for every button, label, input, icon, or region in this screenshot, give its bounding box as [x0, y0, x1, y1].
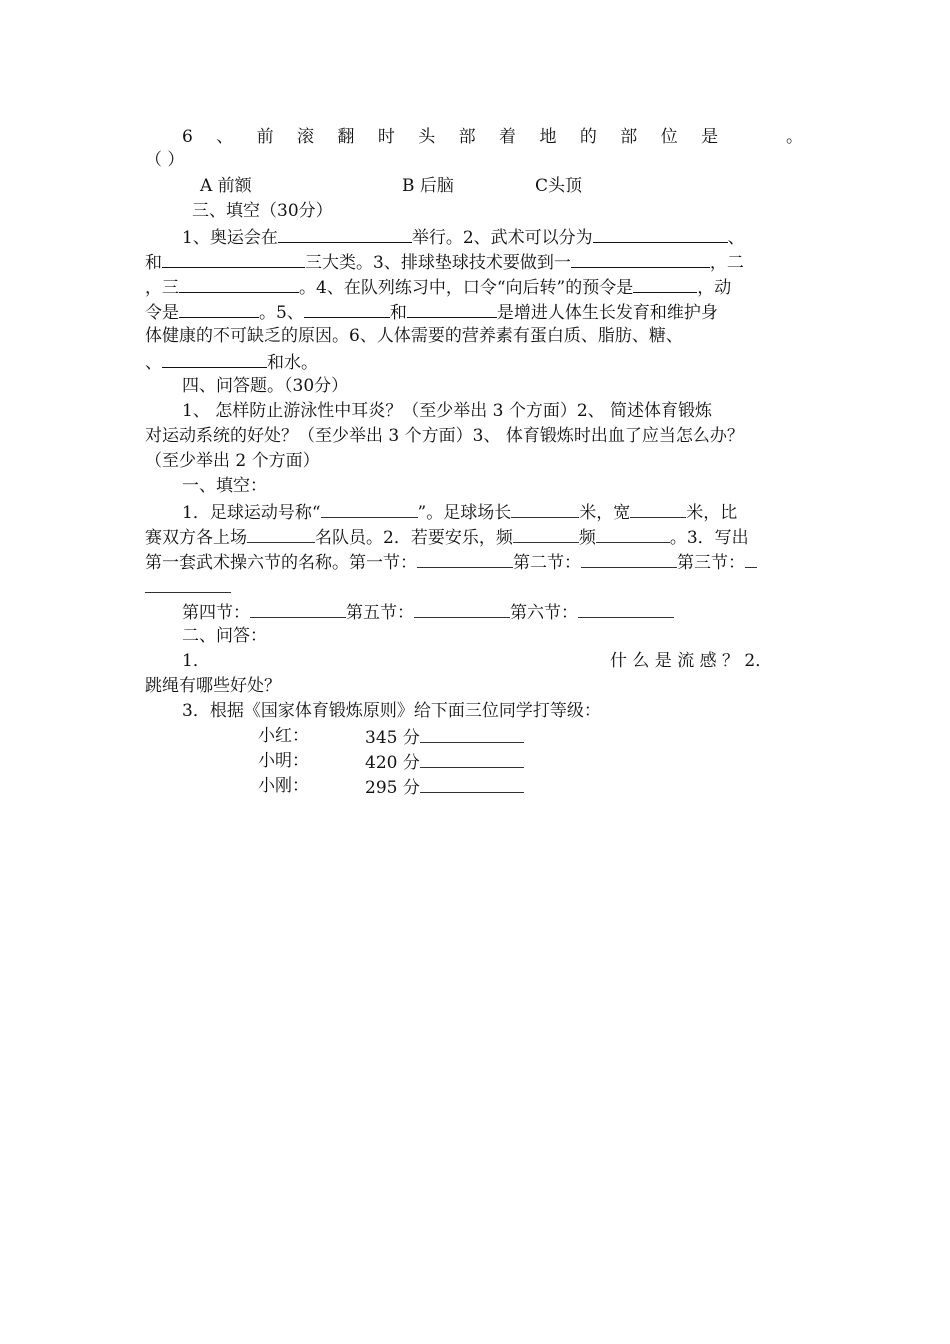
- student-score-value: 420 分: [365, 753, 420, 773]
- blank-football-name[interactable]: [321, 499, 418, 518]
- blank-section-3-start[interactable]: [745, 549, 757, 568]
- s3-l1c: 、: [727, 228, 745, 248]
- s3-l2a: 和: [145, 253, 162, 273]
- s3-l3c: ，动: [697, 278, 732, 298]
- blank-health-2[interactable]: [407, 299, 497, 318]
- part2-line1b: 什 么 是 流 感 ？ 2．: [610, 651, 773, 671]
- section4-line3: （至少举出 2 个方面）: [145, 451, 320, 471]
- blank-grade[interactable]: [420, 724, 524, 743]
- section4-line1: 1、 怎样防止游泳性中耳炎？（至少举出 3 个方面）2、 简述体育锻炼: [182, 401, 713, 421]
- p1-l4c: 第六节：: [510, 603, 578, 623]
- part1-title: 一、填空：: [182, 476, 267, 496]
- blank-section-6[interactable]: [578, 599, 674, 618]
- part1-line3: [145, 549, 810, 576]
- s3-l6b: 和水。: [267, 353, 318, 373]
- student-score: [365, 749, 524, 776]
- s3-l4d: 是增进人体生长发育和维护身: [496, 303, 718, 323]
- q6-line: [182, 125, 847, 150]
- p1-l1a: 1．足球运动号称“: [182, 503, 321, 523]
- part2-line1a: 1．: [182, 651, 210, 671]
- blank-health-1[interactable]: [304, 299, 390, 318]
- q6-end: 。: [786, 127, 803, 147]
- student-score-value: 295 分: [365, 778, 420, 798]
- p1-l4b: 第五节：: [346, 603, 414, 623]
- blank-players[interactable]: [247, 524, 315, 543]
- part1-line4: [182, 599, 847, 626]
- section3-line1: [182, 224, 847, 251]
- blank-section-5[interactable]: [414, 599, 510, 618]
- blank-wushu-1[interactable]: [593, 224, 728, 243]
- student-score: [365, 724, 524, 751]
- student-score: [365, 774, 524, 801]
- p1-l1d: 米，比: [686, 503, 738, 523]
- student-score-value: 345 分: [365, 728, 420, 748]
- part1-line2: [145, 524, 810, 551]
- blank-nutrient[interactable]: [162, 349, 267, 368]
- q6-option-b: B 后脑: [402, 176, 454, 196]
- student-name: 小刚：: [258, 776, 309, 796]
- blank-wushu-2[interactable]: [162, 249, 305, 268]
- blank-section-2[interactable]: [581, 549, 677, 568]
- s3-l6a: 、: [145, 353, 162, 373]
- p1-l2b: 名队员。2．若要安乐，频: [315, 528, 513, 548]
- q6-paren: （ ）: [145, 150, 185, 170]
- blank-olympics[interactable]: [278, 224, 412, 243]
- part2-title: 二、问答：: [182, 626, 267, 646]
- p1-l3b: 第二节：: [513, 553, 581, 573]
- p1-l2a: 赛双方各上场: [145, 528, 247, 548]
- section3-line5: 体健康的不可缺乏的原因。6、人体需要的营养素有蛋白质、脂肪、糖、: [145, 326, 683, 346]
- blank-saying-1[interactable]: [513, 524, 579, 543]
- blank-grade[interactable]: [420, 749, 524, 768]
- part2-line3: 3．根据《国家体育锻炼原则》给下面三位同学打等级：: [182, 701, 601, 721]
- part2-line2: 跳绳有哪些好处？: [145, 676, 281, 696]
- blank-section-1[interactable]: [417, 549, 513, 568]
- p1-l2d: 。3．写出: [669, 528, 749, 548]
- blank-field-width[interactable]: [630, 499, 686, 518]
- blank-saying-2[interactable]: [596, 524, 670, 543]
- blank-volley-2[interactable]: [179, 274, 299, 293]
- student-name: 小红：: [258, 726, 309, 746]
- q6-stem: 6 、 前 滚 翻 时 头 部 着 地 的 部 位 是: [182, 127, 728, 147]
- section3-line2: [145, 249, 810, 276]
- part1-line1: [182, 499, 847, 526]
- p1-l4a: 第四节：: [182, 603, 250, 623]
- blank-section-3-cont[interactable]: [145, 574, 231, 593]
- s3-l4a: 令是: [145, 303, 179, 323]
- s3-l3b: 。4、在队列练习中，口令“向后转”的预令是: [299, 278, 634, 298]
- p1-l1b: ”。足球场长: [417, 503, 512, 523]
- section3-line6: [145, 349, 810, 376]
- blank-command[interactable]: [179, 299, 259, 318]
- s3-l4c: 和: [389, 303, 407, 323]
- s3-l2b: 三大类。3、排球垫球技术要做到一: [305, 253, 571, 273]
- section4-title: 四、问答题。（30分）: [182, 376, 349, 396]
- section3-title: 三、填空（30分）: [192, 201, 333, 221]
- s3-l2c: ，二: [709, 253, 744, 273]
- section4-line2: 对运动系统的好处？（至少举出 3 个方面）3、 体育锻炼时出血了应当怎么办？: [145, 426, 744, 446]
- s3-l3a: ，三: [145, 278, 179, 298]
- student-name: 小明：: [258, 751, 309, 771]
- section3-line4: [145, 299, 810, 326]
- p1-l1c: 米，宽: [579, 503, 631, 523]
- p1-l3c: 第三节：: [677, 553, 745, 573]
- blank-grade[interactable]: [420, 774, 524, 793]
- section3-line3: [145, 274, 810, 301]
- q6-option-a: A 前额: [200, 176, 252, 196]
- s3-l1a: 1、奥运会在: [182, 228, 278, 248]
- s3-l4b: 。5、: [259, 303, 304, 323]
- blank-volley-1[interactable]: [571, 249, 710, 268]
- q6-option-c: C头顶: [535, 176, 583, 196]
- blank-field-length[interactable]: [511, 499, 579, 518]
- s3-l1b: 举行。2、武术可以分为: [411, 228, 593, 248]
- p1-l2c: 频: [578, 528, 596, 548]
- p1-l3a: 第一套武术操六节的名称。第一节：: [145, 553, 417, 573]
- blank-section-4[interactable]: [250, 599, 346, 618]
- blank-precommand[interactable]: [633, 274, 697, 293]
